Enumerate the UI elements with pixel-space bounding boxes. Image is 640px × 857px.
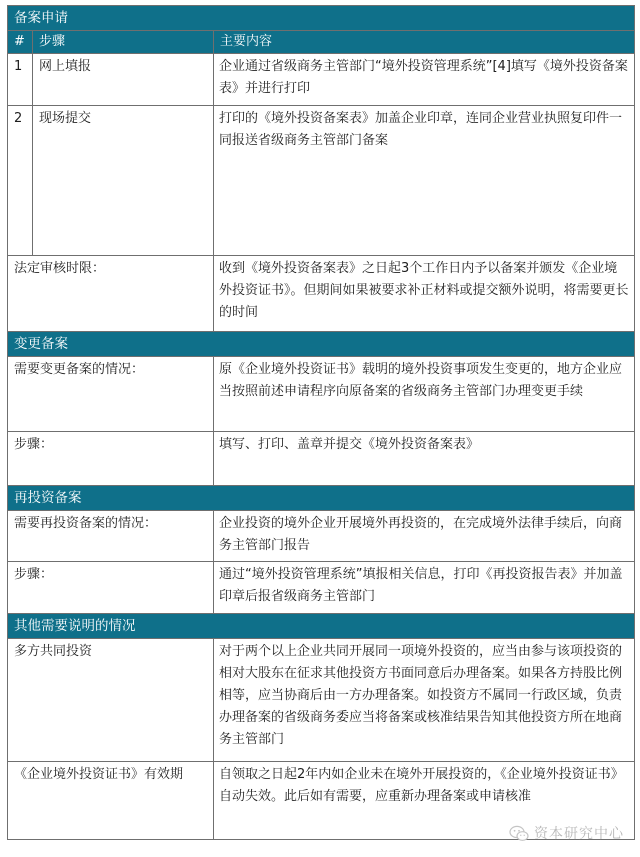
filing-table <box>7 5 635 840</box>
table-row <box>8 511 635 562</box>
row-content: 自领取之日起2年内如企业未在境外开展投资的，《企业境外投资证书》自动失效。此后如有需要，应重新办理备案或申请核准 <box>214 762 635 840</box>
row-label: 步骤： <box>8 562 214 614</box>
wechat-icon <box>509 825 529 842</box>
table-row <box>8 357 635 432</box>
row-content: 通过“境外投资管理系统”填报相关信息，打印《再投资报告表》并加盖印章后报省级商务主管部门 <box>214 562 635 614</box>
review-label: 法定审核时限： <box>8 256 214 332</box>
review-content: 收到《境外投资备案表》之日起3个工作日内予以备案并颁发《企业境外投资证书》。但期间如果被要求补正材料或提交额外说明，将需要更长的时间 <box>214 256 635 332</box>
header-content: 主要内容 <box>214 31 635 54</box>
watermark-text: 资本研究中心 <box>534 826 624 842</box>
table-row <box>8 106 635 256</box>
section-title-other: 其他需要说明的情况 <box>8 614 635 639</box>
table-row <box>8 562 635 614</box>
row-content: 企业通过省级商务主管部门“境外投资管理系统”[4]填写《境外投资备案表》并进行打印 <box>214 54 635 106</box>
section-title-filing: 备案申请 <box>8 6 635 31</box>
row-label: 《企业境外投资证书》有效期 <box>8 762 214 840</box>
row-step: 现场提交 <box>33 106 214 256</box>
row-content: 打印的《境外投资备案表》加盖企业印章，连同企业营业执照复印件一同报送省级商务主管部门备案 <box>214 106 635 256</box>
row-step: 网上填报 <box>33 54 214 106</box>
header-step: 步骤 <box>33 31 214 54</box>
table-row <box>8 54 635 106</box>
watermark <box>509 823 624 843</box>
section-title-reinvest: 再投资备案 <box>8 486 635 511</box>
row-content: 企业投资的境外企业开展境外再投资的，在完成境外法律手续后，向商务主管部门报告 <box>214 511 635 562</box>
row-label: 需要变更备案的情况： <box>8 357 214 432</box>
row-num: 2 <box>8 106 33 256</box>
row-num: 1 <box>8 54 33 106</box>
section-title-change: 变更备案 <box>8 332 635 357</box>
table-row <box>8 432 635 486</box>
header-num: # <box>8 31 33 54</box>
table-row <box>8 639 635 762</box>
table-row <box>8 256 635 332</box>
row-content: 对于两个以上企业共同开展同一项境外投资的，应当由参与该项投资的相对大股东在征求其他投资方书面同意后办理备案。如果各方持股比例相等，应当协商后由一方办理备案。如投资方不属同一行政区域，负责办理备案的省级商务委应当将备案或核准结果告知其他投资方所在地商务主管部门 <box>214 639 635 762</box>
row-label: 多方共同投资 <box>8 639 214 762</box>
row-content: 填写、打印、盖章并提交《境外投资备案表》 <box>214 432 635 486</box>
row-label: 需要再投资备案的情况： <box>8 511 214 562</box>
row-content: 原《企业境外投资证书》载明的境外投资事项发生变更的，地方企业应当按照前述申请程序向原备案的省级商务主管部门办理变更手续 <box>214 357 635 432</box>
row-label: 步骤： <box>8 432 214 486</box>
